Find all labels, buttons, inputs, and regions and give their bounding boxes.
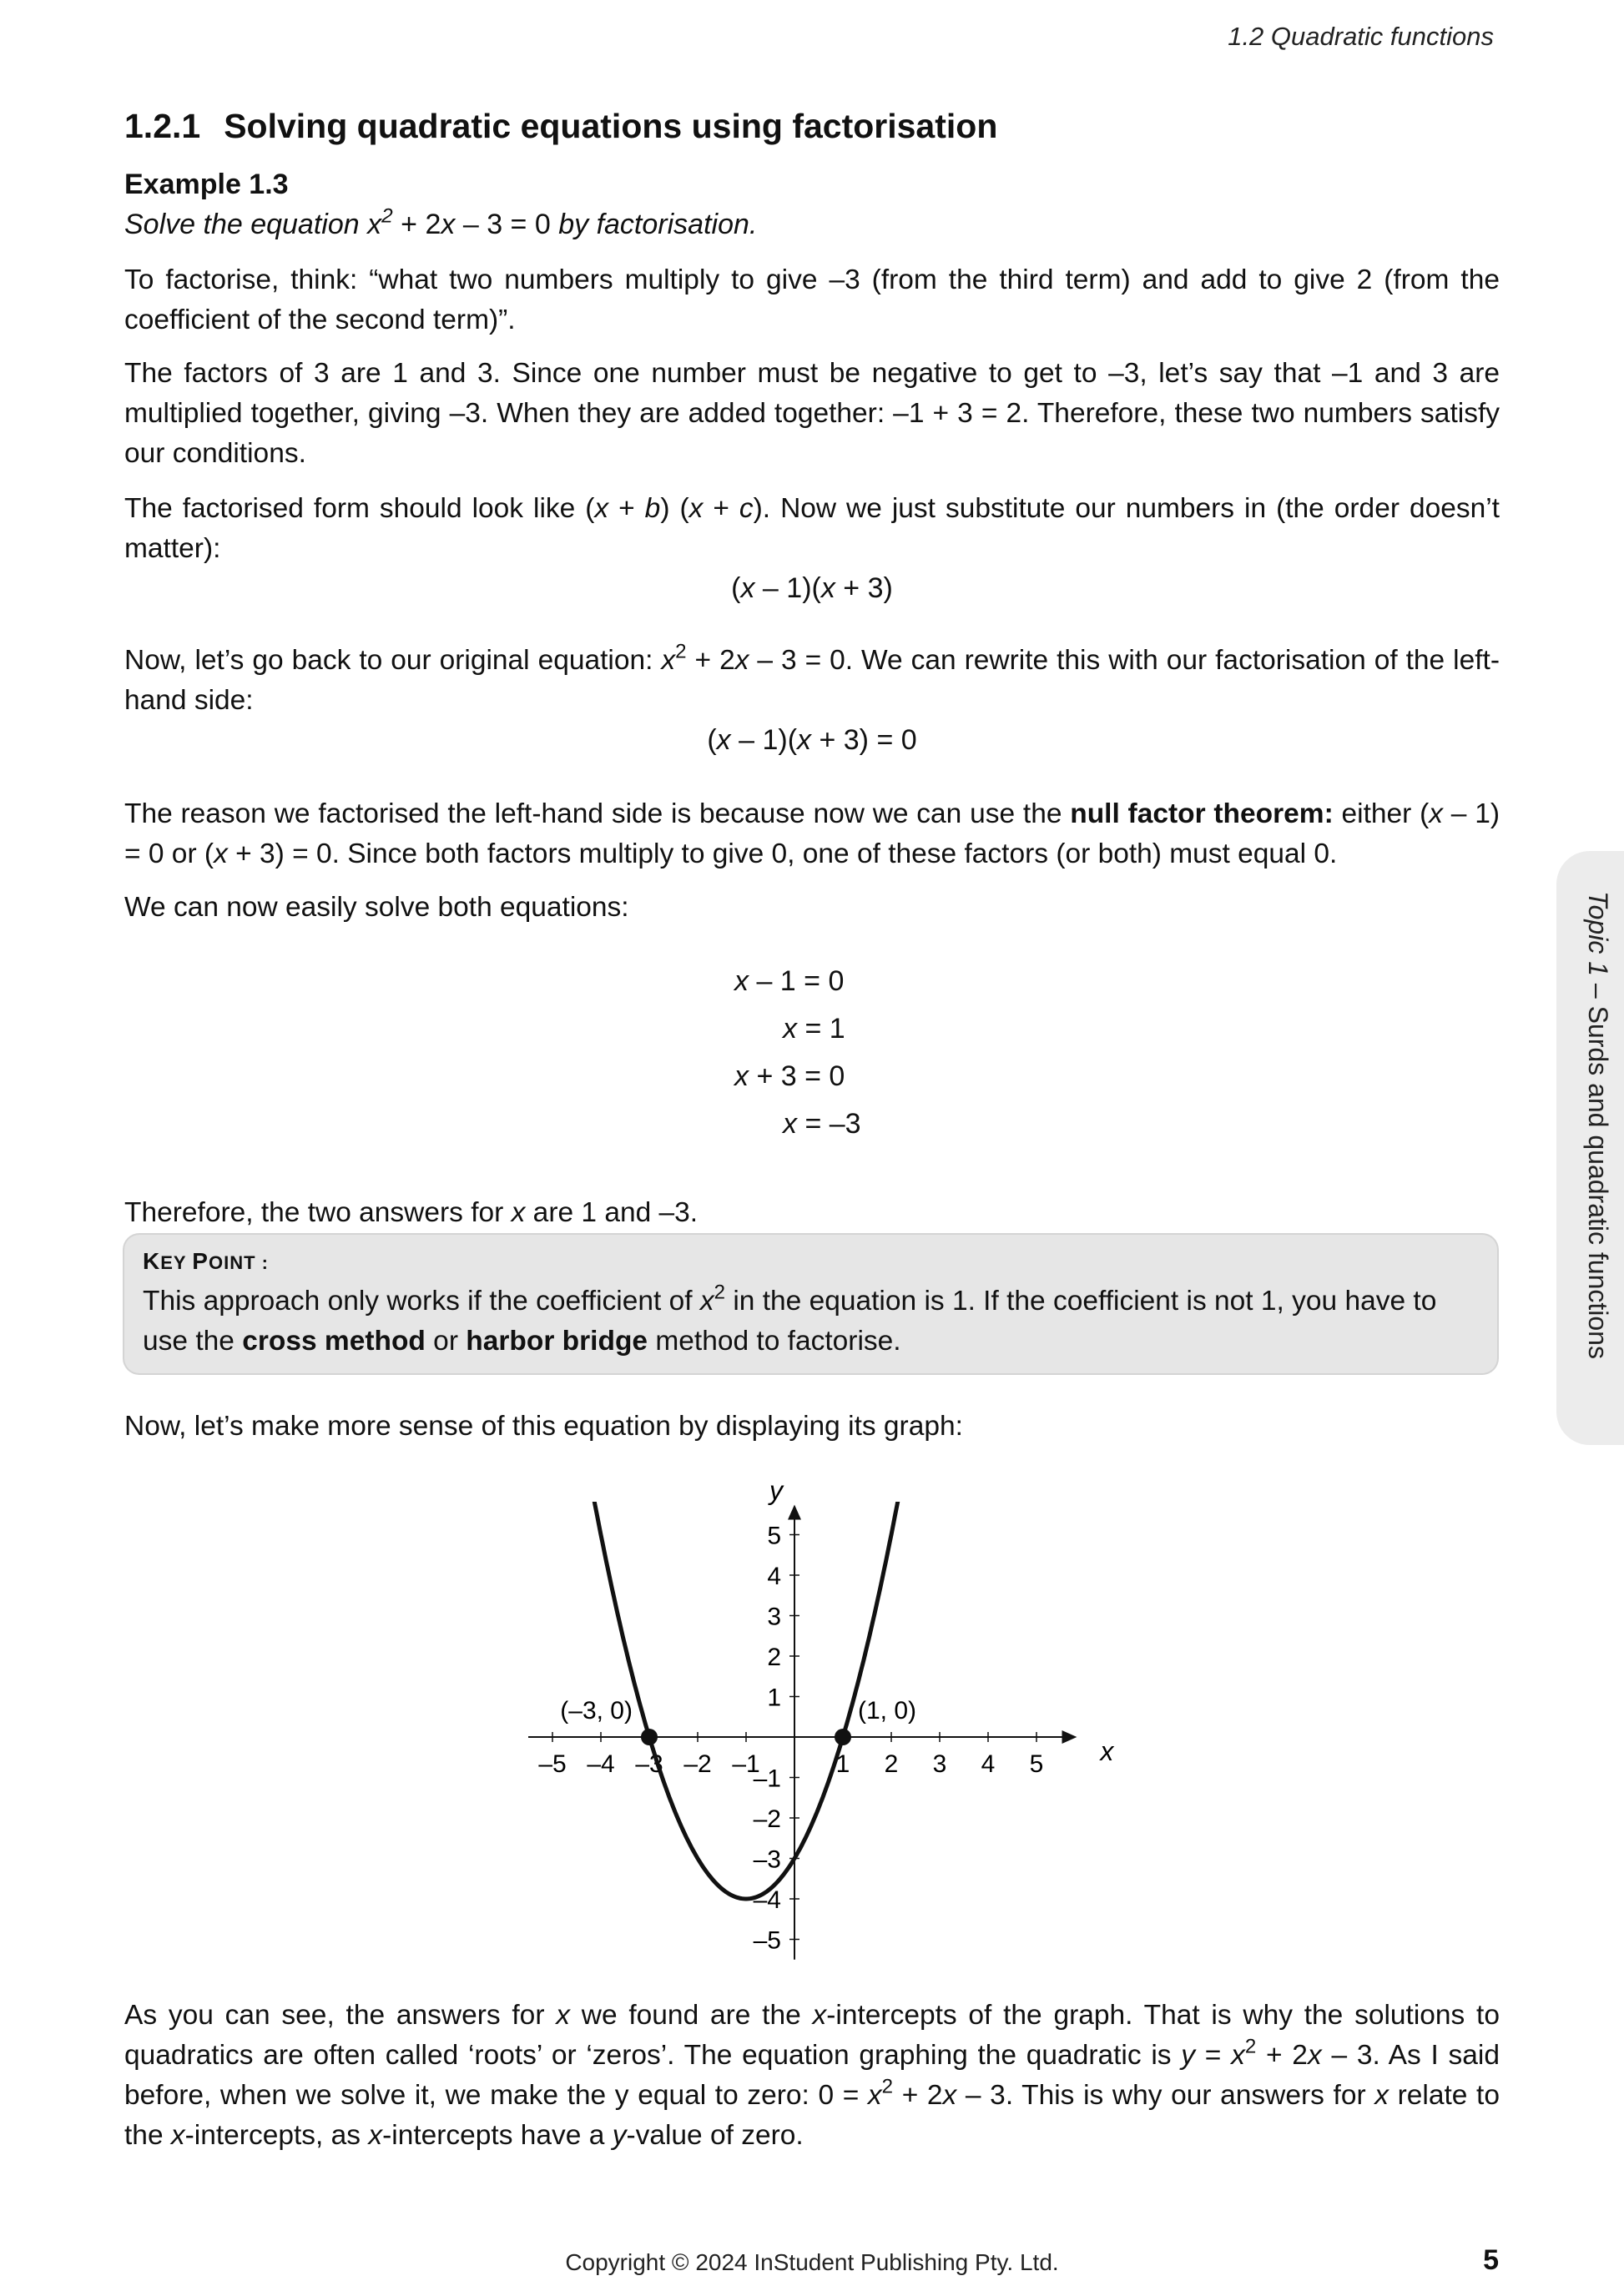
paragraph-original-equation: Now, let’s go back to our original equation: $x^2 + 2x - 3 = 0$. We can rewrite this with our factorisation of the left-hand side: (124, 640, 1500, 716)
solution-step: x = –3 (783, 1108, 861, 1140)
x-tick-label: 1 (835, 1750, 850, 1778)
paragraph-answers: Therefore, the two answers for x are 1 and –3. (124, 1197, 699, 1228)
paragraph-factors: The factors of 3 are 1 and 3. Since one number must be negative to get to –3, let’s say that –1 and 3 are multiplied together, giving –3. When they are added together: –1 + 3 = 2. Therefore, these two numbers satisfy our conditions. (124, 358, 1500, 469)
x-tick-label: –4 (587, 1750, 615, 1778)
running-head: 1.2 Quadratic functions (1228, 22, 1494, 51)
key-point-label: KEY POINT : (143, 1248, 269, 1274)
x-tick-label: –2 (683, 1750, 712, 1778)
example-title: Example 1.3 (124, 169, 289, 200)
parabola-curve (560, 1468, 933, 1899)
paragraph-conclusion: As you can see, the answers for x we found are the x-intercepts of the graph. That is why the solutions to quadratics are often called ‘roots’ or ‘zeros’. The equation graphing the quadratic is $y = x^2 + 2x - 3$. As I said before, when we solve it, we make the y equal to zero: $0 = x^2 + 2x - 3$. This is why our answers for x relate to the x-intercepts, as x-intercepts have a y-value of zero. (124, 2000, 1500, 2151)
paragraph-factorise-hint: To factorise, think: “what two numbers multiply to give –3 (from the third term) and add to give 2 (from the coefficient of the second term)”. (124, 264, 1500, 335)
graph-svg (501, 1468, 1118, 1969)
intercept-label: (–3, 0) (560, 1697, 633, 1725)
y-tick-label: –4 (753, 1886, 781, 1914)
x-tick-label: 3 (932, 1750, 947, 1778)
paragraph-null-factor: The reason we factorised the left-hand side is because now we can use the null factor theorem: either (x – 1) = 0 or (x + 3) = 0. Since both factors multiply to give 0, one of these factors (or both) must equal 0. (124, 798, 1500, 869)
footer-copyright: Copyright © 2024 InStudent Publishing Pty. Ltd. (565, 2249, 1059, 2275)
solution-step: x = 1 (783, 1013, 845, 1045)
equation-factored: (x – 1)(x + 3) (731, 572, 893, 604)
y-tick-label: 3 (767, 1603, 781, 1631)
y-tick-label: 4 (767, 1563, 781, 1590)
x-tick-label: –3 (635, 1750, 663, 1778)
section-title: Solving quadratic equations using factorisation (224, 107, 998, 145)
y-tick-label: 2 (767, 1644, 781, 1671)
x-axis-label: x (1100, 1736, 1114, 1766)
equation-factored-zero: (x – 1)(x + 3) = 0 (707, 724, 917, 756)
section-heading (124, 107, 997, 146)
y-tick-label: –2 (753, 1805, 781, 1833)
y-axis-label: y (769, 1475, 783, 1506)
x-tick-label: –1 (732, 1750, 760, 1778)
side-tab (1556, 851, 1624, 1445)
solution-step: x + 3 = 0 (734, 1060, 845, 1092)
y-tick-label: 5 (767, 1522, 781, 1550)
y-tick-label: –1 (753, 1765, 781, 1793)
quadratic-graph (501, 1468, 1118, 1973)
x-tick-label: 5 (1029, 1750, 1044, 1778)
y-tick-label: –5 (753, 1926, 781, 1955)
solution-step: x – 1 = 0 (734, 965, 845, 997)
solution-steps (734, 958, 861, 1148)
y-tick-label: 1 (767, 1684, 781, 1712)
side-tab-text: Topic 1 – Surds and quadratic functions (1583, 891, 1613, 1359)
intercept-label: (1, 0) (858, 1697, 917, 1725)
example-statement: Solve the equation $x^2 + 2x - 3 = 0$ by factorisation. (124, 204, 758, 240)
page-number: 5 (1483, 2244, 1499, 2276)
paragraph-factorised-form: The factorised form should look like (x + b) (x + c). Now we just substitute our numbers in (the order doesn’t matter): (124, 493, 1500, 564)
null-factor-term: null factor theorem: (1070, 798, 1334, 829)
intercept-point (641, 1729, 658, 1745)
y-tick-label: –3 (753, 1845, 781, 1874)
section-number: 1.2.1 (124, 107, 201, 145)
paragraph-graph-intro: Now, let’s make more sense of this equation by displaying its graph: (124, 1411, 963, 1442)
key-point-text: This approach only works if the coefficient of $x^2$ in the equation is 1. If the coefficient is not 1, you have to use the cross method or harbor bridge method to factorise. (143, 1281, 1437, 1357)
x-tick-label: –5 (538, 1750, 567, 1778)
paragraph-solve-intro: We can now easily solve both equations: (124, 892, 629, 923)
x-tick-label: 2 (884, 1750, 899, 1778)
intercept-point (835, 1729, 851, 1745)
key-point-box (124, 1235, 1497, 1373)
x-tick-label: 4 (981, 1750, 996, 1778)
